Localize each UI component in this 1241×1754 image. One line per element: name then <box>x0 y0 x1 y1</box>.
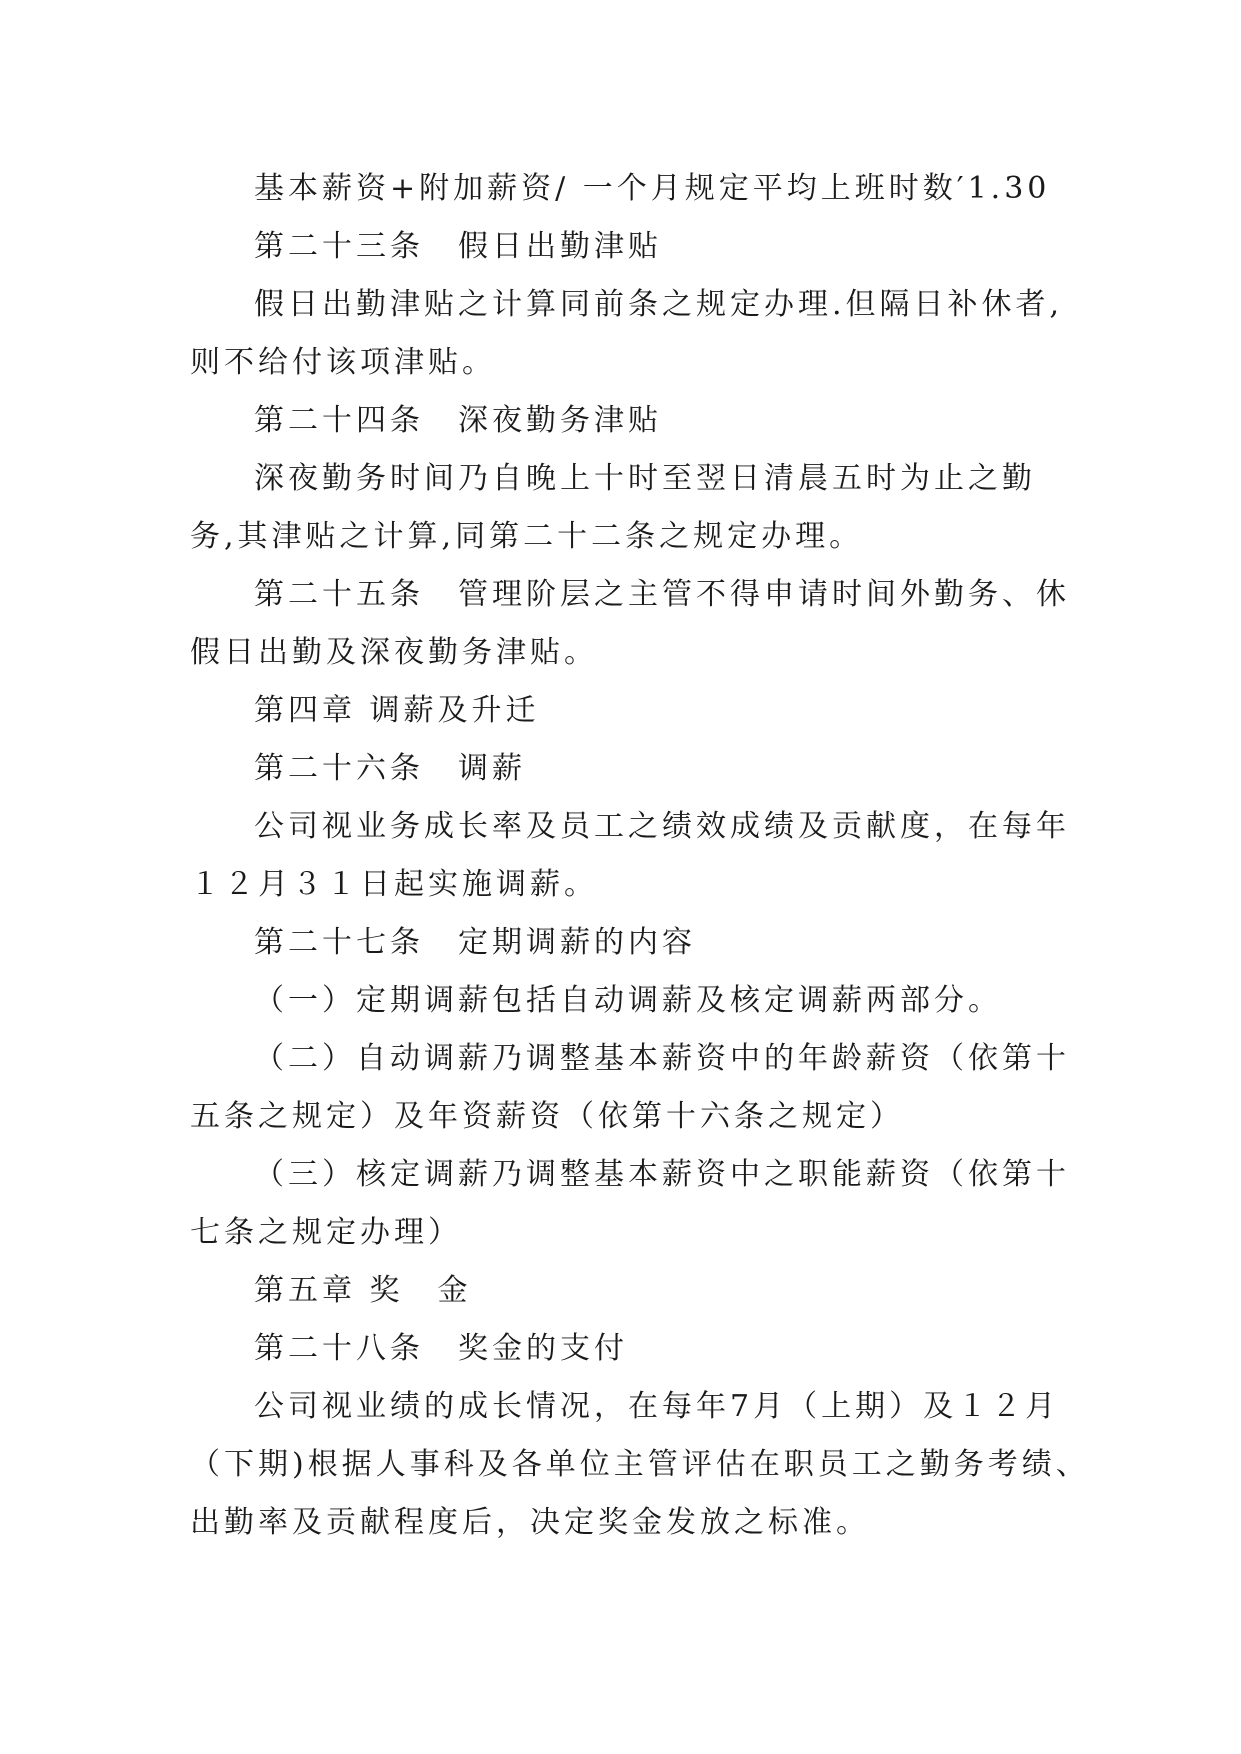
text-line: 深夜勤务时间乃自晚上十时至翌日清晨五时为止之勤 <box>254 461 1036 496</box>
article-heading: 第二十五条 管理阶层之主管不得申请时间外勤务、休 <box>254 577 1070 612</box>
list-item: （一）定期调薪包括自动调薪及核定调薪两部分。 <box>254 983 1002 1018</box>
text-line: 公司视业绩的成长情况，在每年7月（上期）及１２月 <box>254 1389 1060 1424</box>
text-line: 则不给付该项津贴。 <box>190 345 496 380</box>
list-item: （二）自动调薪乃调整基本薪资中的年龄薪资（依第十 <box>254 1041 1070 1076</box>
document-body <box>190 160 1090 1552</box>
article-heading: 第二十七条 定期调薪的内容 <box>254 925 696 960</box>
text-line: 假日出勤及深夜勤务津贴。 <box>190 635 598 670</box>
text-line: 基本薪资+附加薪资/ 一个月规定平均上班时数′1.30 <box>254 171 1051 206</box>
chapter-heading: 第五章 奖 金 <box>254 1273 472 1308</box>
text-line: 假日出勤津贴之计算同前条之规定办理.但隔日补休者, <box>254 287 1064 322</box>
article-heading: 第二十四条 深夜勤务津贴 <box>254 403 662 438</box>
article-heading: 第二十三条 假日出勤津贴 <box>254 229 662 264</box>
article-heading: 第二十六条 调薪 <box>254 751 526 786</box>
text-line: 务,其津贴之计算,同第二十二条之规定办理。 <box>190 519 864 554</box>
text-line: 出勤率及贡献程度后，决定奖金发放之标准。 <box>190 1505 870 1540</box>
text-line: 五条之规定）及年资薪资（依第十六条之规定） <box>190 1099 904 1134</box>
list-item: （三）核定调薪乃调整基本薪资中之职能薪资（依第十 <box>254 1157 1070 1192</box>
text-line: 公司视业务成长率及员工之绩效成绩及贡献度，在每年 <box>254 809 1070 844</box>
text-line: 七条之规定办理） <box>190 1215 462 1250</box>
article-heading: 第二十八条 奖金的支付 <box>254 1331 628 1366</box>
text-line: １２月３１日起实施调薪。 <box>190 867 598 902</box>
chapter-heading: 第四章 调薪及升迁 <box>254 693 540 728</box>
text-line: （下期)根据人事科及各单位主管评估在职员工之勤务考绩、 <box>190 1447 1090 1482</box>
